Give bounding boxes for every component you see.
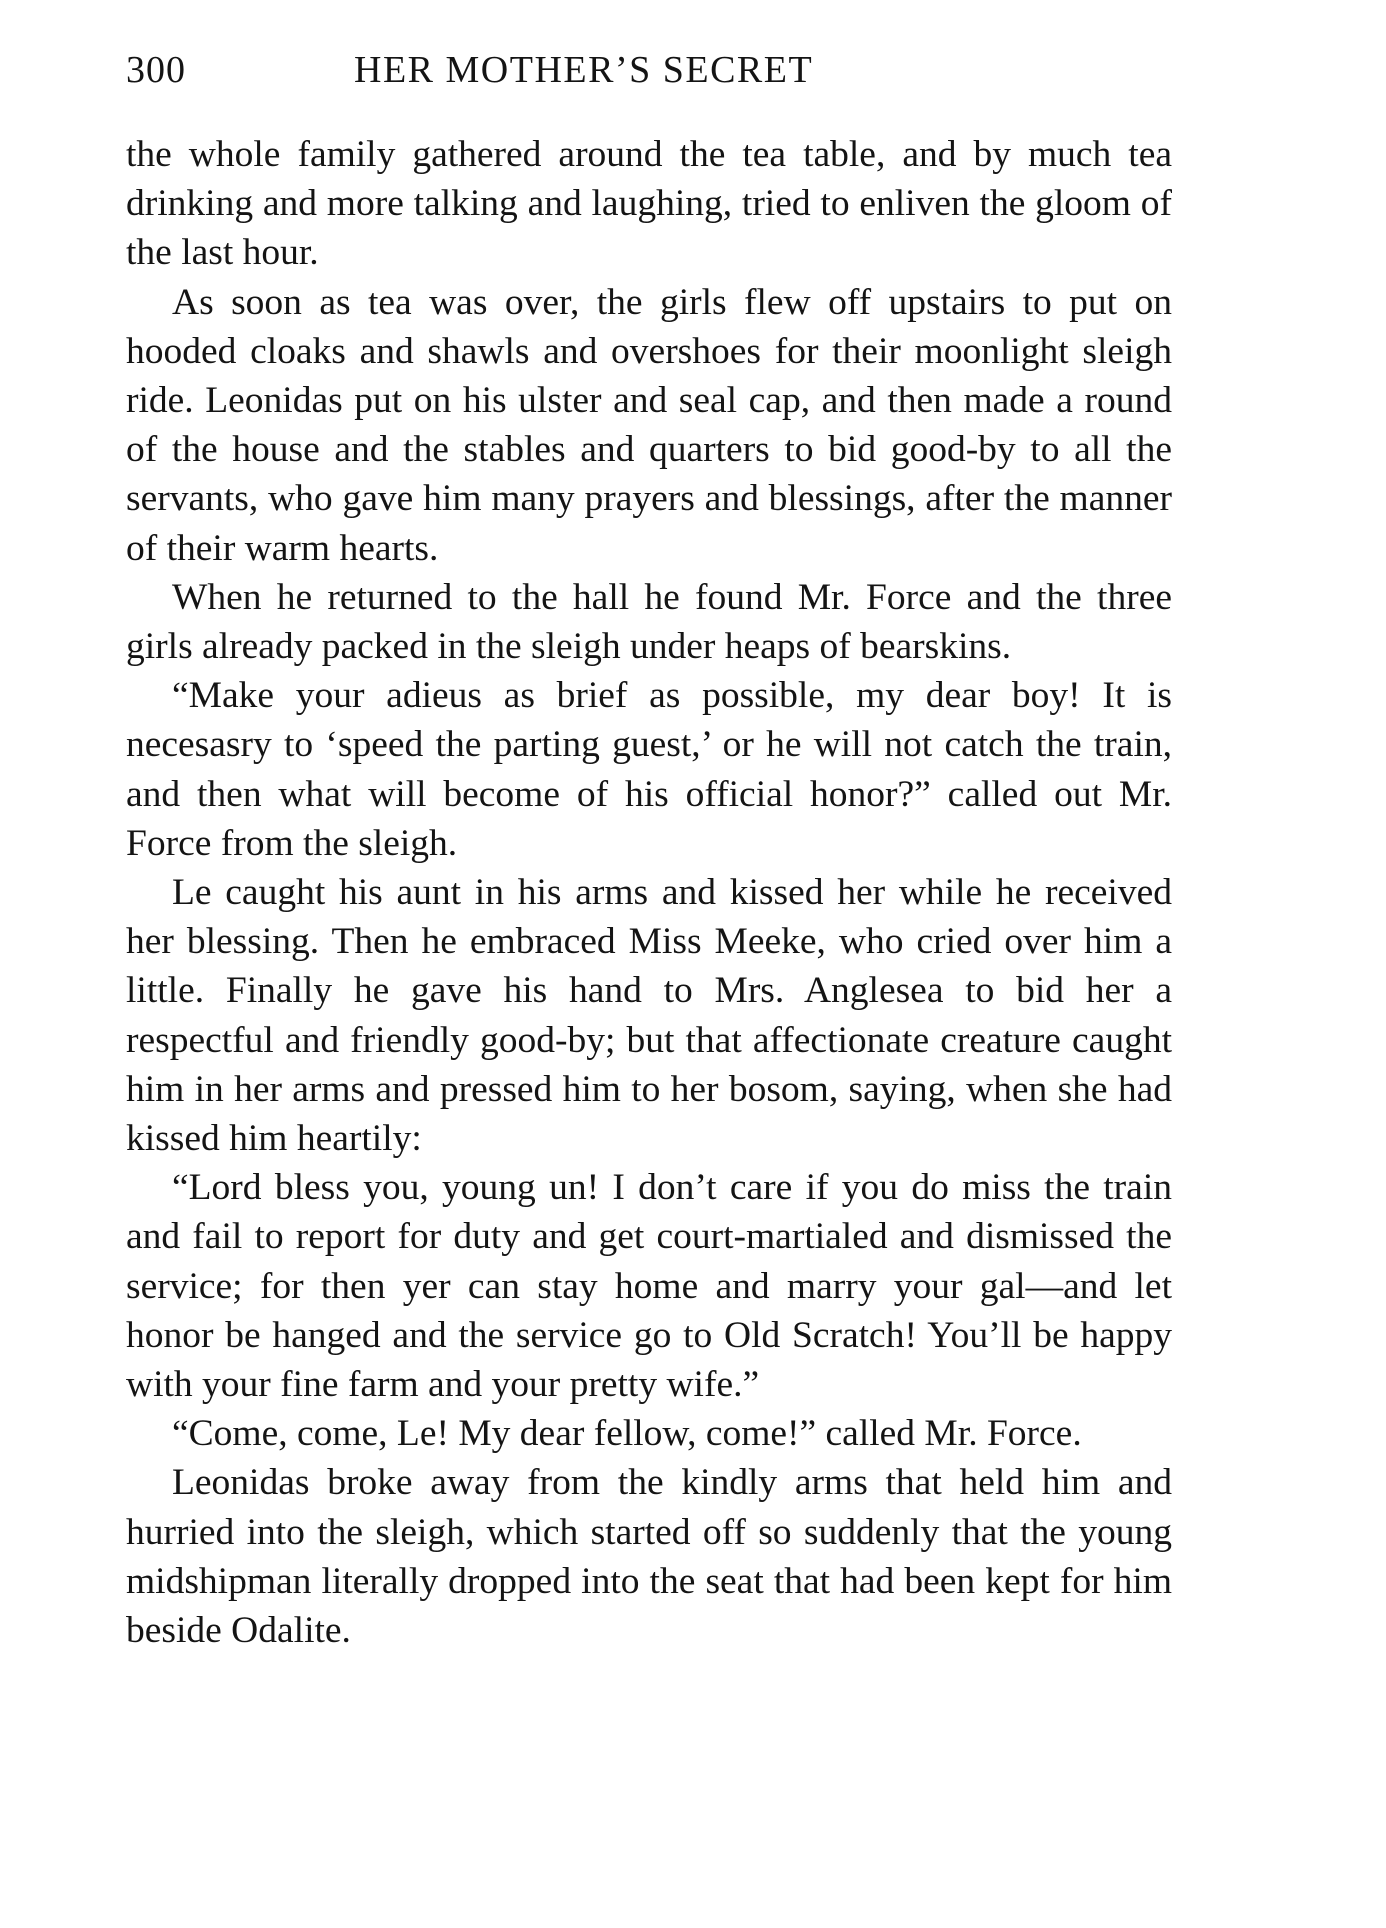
paragraph: Leonidas broke away from the kindly arms that held him and hurried into the sleigh, which started off so suddenly that the young midshipman literally dropped into the seat that had been kept for him beside Odalite. [126,1462,1172,1652]
body-text [126,130,1172,1655]
paragraph: “Lord bless you, young un! I don’t care if you do miss the train and fail to report for duty and get court-martialed and dismissed the service; for then yer can stay home and marry your gal—and let honor be hanged and the service go to Old Scratch! You’ll be happy with your fine farm and your pretty wife.” [126,1167,1172,1406]
paragraph: “Come, come, Le! My dear fellow, come!” called Mr. Force. [172,1413,1082,1455]
paragraph: When he returned to the hall he found Mr. Force and the three girls already packed in the sleigh under heaps of bearskins. [126,576,1172,668]
paragraph: As soon as tea was over, the girls flew off upstairs to put on hooded cloaks and shawls and overshoes for their moonlight sleigh ride. Leonidas put on his ulster and seal cap, and then made a round of the house and the stables and quarters to bid good-by to all the servants, who gave him many prayers and blessings, after the manner of their warm hearts. [126,281,1172,569]
paragraph: “Make your adieus as brief as possible, my dear boy! It is necesasry to ‘speed the parting guest,’ or he will not catch the train, and then what will become of his official honor?” called out Mr. Force from the sleigh. [126,675,1172,864]
page-number: 300 [126,49,186,91]
running-title: HER MOTHER’S SECRET [354,49,814,91]
paragraph: Le caught his aunt in his arms and kissed her while he received her blessing. Then he embraced Miss Meeke, who cried over him a little. Finally he gave his hand to Mrs. Anglesea to bid her a respectful and friendly good-by; but that affectionate creature caught him in her arms and pressed him to her bosom, saying, when she had kissed him heartily: [126,872,1172,1160]
running-head [126,48,1172,108]
paragraph: the whole family gathered around the tea table, and by much tea drinking and more talking and laughing, tried to enliven the gloom of the last hour. [126,134,1172,274]
book-page [126,48,1172,1655]
